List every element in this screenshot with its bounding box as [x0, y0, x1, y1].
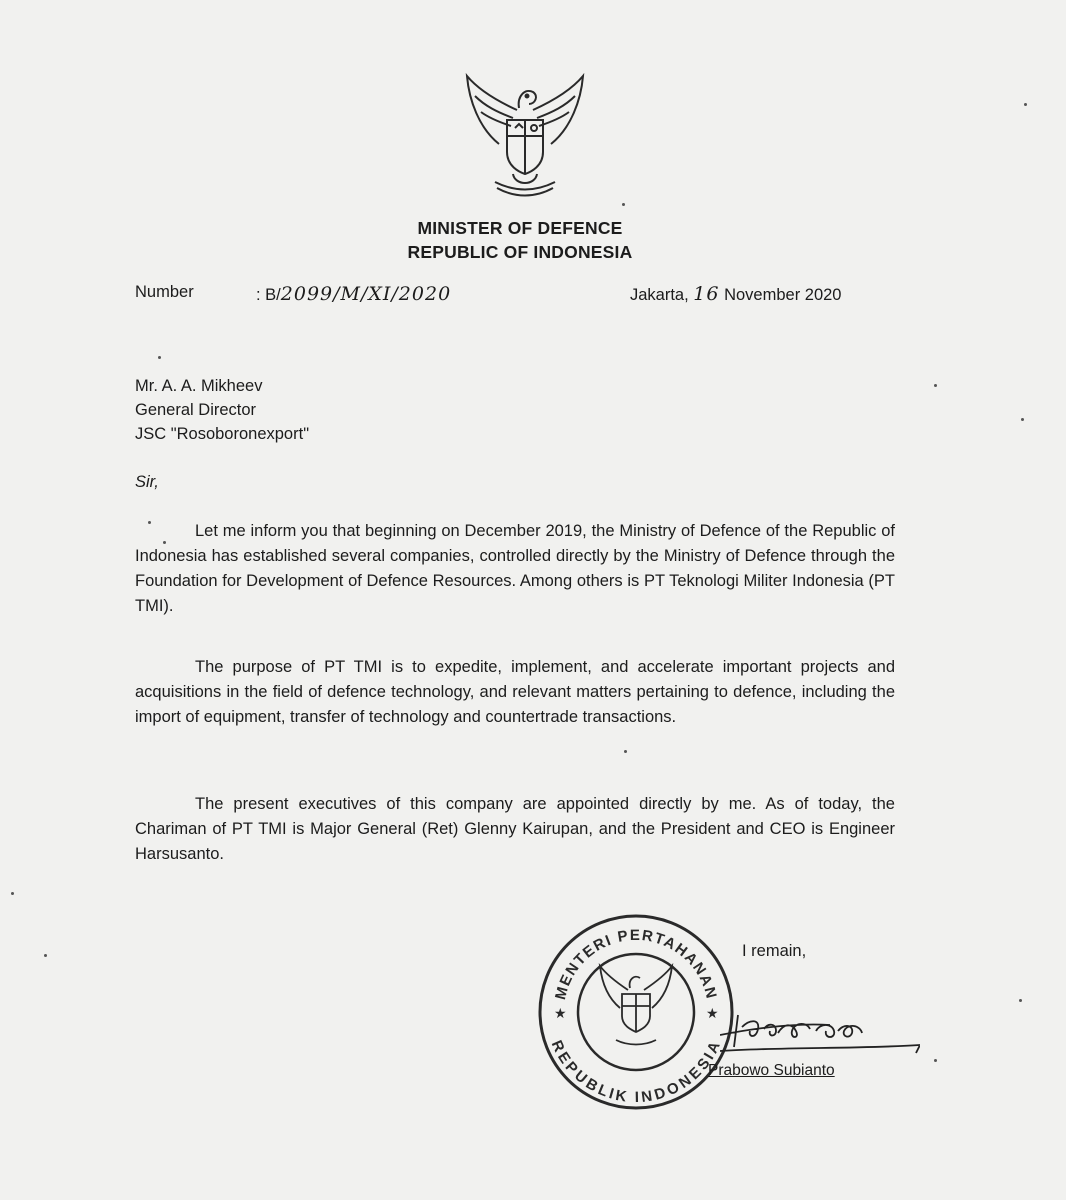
scan-speck — [44, 954, 47, 957]
scan-speck — [11, 892, 14, 895]
date-place: Jakarta, — [630, 286, 689, 304]
scan-speck — [163, 541, 166, 544]
date-month-year: November 2020 — [724, 286, 842, 304]
recipient-title: General Director — [135, 401, 257, 419]
number-label: Number — [135, 283, 194, 301]
svg-text:REPUBLIK INDONESIA — [548, 1038, 725, 1106]
scan-speck — [624, 750, 627, 753]
handwritten-number: 2099/M/XI/2020 — [280, 283, 452, 305]
ministry-title: MINISTER OF DEFENCE — [417, 218, 623, 238]
handwritten-signature — [720, 1005, 920, 1055]
number-field — [256, 283, 451, 305]
scan-speck — [1024, 103, 1027, 106]
garuda-emblem-icon — [455, 70, 595, 210]
paragraph-3 — [135, 792, 895, 867]
seal-bottom-text: REPUBLIK INDONESIA — [547, 1037, 725, 1107]
paragraph-2-text: The purpose of PT TMI is to expedite, implement, and accelerate important projects and acquisitions in the field of defence technology, and relevant matters pertaining to defence, including the import of equipment, transfer of technology and countertrade transactions. — [135, 658, 895, 726]
closing-remark: I remain, — [742, 942, 807, 960]
seal-top-text: MENTERI PERTAHANAN — [552, 926, 720, 1002]
recipient-name: Mr. A. A. Mikheev — [135, 377, 263, 395]
paragraph-1-text: Let me inform you that beginning on December 2019, the Ministry of Defence of the Republic of Indonesia has established several companies, controlled directly by the Ministry of Defence through the Foundation for Development of Defence Resources. Among others is PT Teknologi Militer Indonesia (PT TMI). — [135, 522, 895, 615]
svg-text:MENTERI PERTAHANAN — [552, 927, 720, 1002]
paragraph-2 — [135, 655, 895, 730]
handwritten-day: 16 — [693, 283, 720, 305]
seal-star-left-icon: ★ — [554, 1005, 567, 1021]
scan-speck — [158, 356, 161, 359]
number-prefix: : B/ — [256, 286, 281, 304]
scan-speck — [1021, 418, 1024, 421]
scan-speck — [622, 203, 625, 206]
signer-name: Prabowo Subianto — [708, 1062, 835, 1079]
republic-title: REPUBLIC OF INDONESIA — [407, 242, 633, 262]
seal-star-right-icon: ★ — [706, 1005, 719, 1021]
paragraph-3-text: The present executives of this company are appointed directly by me. As of today, the Chariman of PT TMI is Major General (Ret) Glenny Kairupan, and the President and CEO is Engineer Harsusanto. — [135, 795, 895, 863]
scan-speck — [934, 384, 937, 387]
seal-garuda-icon — [600, 966, 672, 1045]
official-seal-stamp — [536, 912, 736, 1112]
recipient-org: JSC "Rosoboronexport" — [135, 425, 310, 443]
paragraph-1 — [135, 519, 895, 619]
scan-speck — [934, 1059, 937, 1062]
scan-speck — [1019, 999, 1022, 1002]
scan-speck — [148, 521, 151, 524]
date-line — [630, 283, 841, 305]
salutation: Sir, — [135, 473, 159, 491]
